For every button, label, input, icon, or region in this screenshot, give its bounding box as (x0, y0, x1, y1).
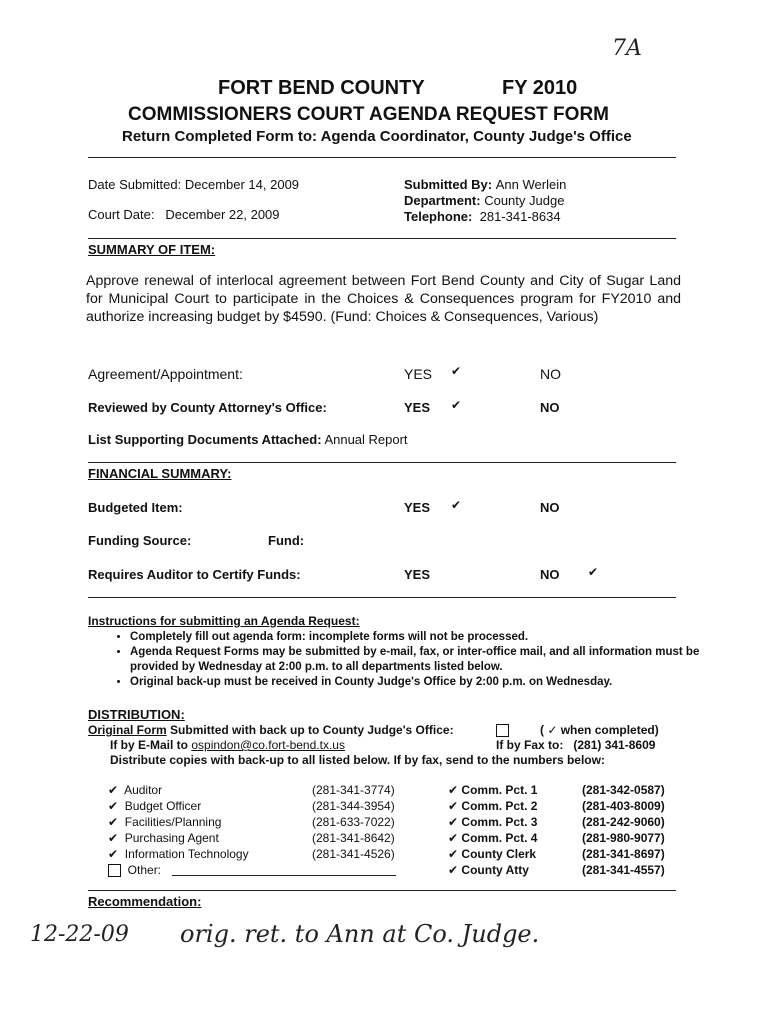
recipient-name: Comm. Pct. 4 (461, 831, 538, 845)
court-date-value: December 22, 2009 (165, 207, 280, 222)
when-completed-note: ( ✓ when completed) (540, 723, 659, 737)
list-item (448, 846, 537, 862)
recipient-phone: (281-341-8642) (312, 831, 395, 845)
auditor-label: Requires Auditor to Certify Funds: (88, 567, 301, 582)
list-item: • Agenda Request Forms may be submitted by e-mail, fax, or inter-office mail, and all information must be provided by Wednesday at 2:00 p.m. to all departments listed below. (130, 645, 750, 675)
department-label: Department: (404, 193, 481, 208)
county-title: FORT BEND COUNTY (218, 77, 425, 99)
recipient-name: Comm. Pct. 2 (461, 799, 538, 813)
recipient-phone: (281-344-3954) (312, 799, 395, 813)
divider (88, 462, 676, 463)
reviewed-no: NO (540, 400, 560, 415)
list-item (448, 830, 537, 846)
recipient-name: Budget Officer (124, 799, 202, 813)
check-icon: ✔ (448, 831, 459, 845)
budgeted-label: Budgeted Item: (88, 500, 183, 515)
list-item: • Original back-up must be received in County Judge's Office by 2:00 p.m. on Wednesday. (130, 675, 750, 690)
check-icon: ✔ (448, 815, 459, 829)
instructions-list (86, 630, 750, 690)
telephone-label: Telephone: (404, 209, 473, 224)
recipient-name: County Atty (461, 863, 529, 877)
financial-heading: FINANCIAL SUMMARY: (88, 466, 232, 481)
list-item (108, 782, 249, 798)
recipient-phone: (281-341-8697) (582, 847, 665, 861)
department (404, 193, 564, 208)
handwritten-item-number: 7A (612, 36, 642, 61)
check-icon: ✔ (108, 799, 119, 813)
original-form-line (88, 723, 454, 737)
telephone (404, 209, 561, 224)
recommendation-heading: Recommendation: (88, 894, 202, 909)
list-item (108, 798, 249, 814)
email-link[interactable]: ospindon@co.fort-bend.tx.us (191, 738, 345, 752)
check-icon: ✔ (451, 398, 462, 412)
fund-label: Fund: (268, 533, 305, 548)
department-value: County Judge (484, 193, 565, 208)
check-icon: ✔ (108, 831, 119, 845)
auditor-no: NO (540, 567, 560, 582)
submitted-by (404, 177, 566, 192)
list-item (108, 846, 249, 862)
fax-label: If by Fax to: (496, 738, 564, 752)
supporting-label: List Supporting Documents Attached: (88, 432, 322, 447)
supporting-value: Annual Report (324, 432, 408, 447)
distribution-right-list (448, 782, 537, 878)
distribute-note: Distribute copies with back-up to all listed below. If by fax, send to the numbers below: (110, 753, 605, 767)
recipient-name: County Clerk (461, 847, 537, 861)
list-item (448, 798, 537, 814)
distribution-left-phones (312, 782, 395, 862)
summary-heading: SUMMARY OF ITEM: (88, 242, 216, 257)
original-form-label: Original Form (88, 723, 167, 737)
submitted-by-label: Submitted By: (404, 177, 493, 192)
recipient-name: Auditor (124, 783, 163, 797)
instructions-heading: Instructions for submitting an Agenda Request: (88, 614, 360, 628)
divider (88, 597, 676, 598)
check-icon: ✔ (108, 815, 119, 829)
list-item (448, 814, 537, 830)
check-icon: ✔ (108, 847, 119, 861)
completed-checkbox[interactable] (496, 724, 509, 737)
divider (88, 157, 676, 158)
fax-line (496, 738, 655, 752)
handwritten-note: orig. ret. to Ann at Co. Judge. (180, 920, 540, 948)
check-icon: ✔ (451, 498, 462, 512)
recipient-phone: (281-980-9077) (582, 831, 665, 845)
check-icon: ✔ (448, 799, 459, 813)
fiscal-year: FY 2010 (502, 77, 578, 99)
distribution-right-phones (582, 782, 665, 878)
recipient-phone: (281-342-0587) (582, 783, 665, 797)
check-icon: ✔ (448, 863, 459, 877)
original-form-text: Submitted with back up to County Judge's Office: (170, 723, 454, 737)
auditor-yes: YES (404, 567, 431, 582)
date-submitted-label: Date Submitted: (88, 177, 182, 192)
check-icon: ✔ (448, 783, 459, 797)
recipient-phone: (281-341-4526) (312, 847, 395, 861)
other-input-line[interactable] (172, 875, 396, 876)
funding-source-label: Funding Source: (88, 533, 192, 548)
divider (88, 238, 676, 239)
budgeted-no: NO (540, 500, 560, 515)
supporting-docs (88, 432, 408, 447)
handwritten-date: 12-22-09 (30, 922, 129, 947)
budgeted-yes: YES (404, 500, 431, 515)
form-title: COMMISSIONERS COURT AGENDA REQUEST FORM (128, 104, 609, 125)
email-line (110, 738, 345, 752)
recipient-name: Facilities/Planning (124, 815, 222, 829)
recipient-phone: (281-242-9060) (582, 815, 665, 829)
distribution-left-list (108, 782, 249, 878)
date-submitted (88, 177, 299, 192)
list-item (108, 830, 249, 846)
other-label: Other: (127, 863, 162, 877)
list-item (448, 862, 537, 878)
recipient-phone: (281-341-3774) (312, 783, 395, 797)
agreement-label: Agreement/Appointment: (88, 366, 243, 382)
list-item (108, 814, 249, 830)
recipient-name: Comm. Pct. 3 (461, 815, 538, 829)
court-date (88, 207, 280, 222)
email-prefix: If by E-Mail to (110, 738, 188, 752)
court-date-label: Court Date: (88, 207, 155, 222)
recipient-name: Information Technology (124, 847, 249, 861)
check-icon: ✔ (448, 847, 459, 861)
reviewed-label: Reviewed by County Attorney's Office: (88, 400, 327, 415)
agreement-no: NO (540, 366, 561, 382)
agreement-yes: YES (404, 366, 433, 382)
recipient-phone: (281-341-4557) (582, 863, 665, 877)
recipient-phone: (281-633-7022) (312, 815, 395, 829)
check-icon: ✔ (451, 364, 462, 378)
recipient-name: Purchasing Agent (124, 831, 219, 845)
return-to: Return Completed Form to: Agenda Coordinator, County Judge's Office (122, 128, 632, 145)
other-checkbox[interactable] (108, 864, 121, 877)
submitted-by-value: Ann Werlein (495, 177, 567, 192)
divider (88, 890, 676, 891)
distribution-heading: DISTRIBUTION: (88, 707, 185, 722)
recipient-phone: (281-403-8009) (582, 799, 665, 813)
check-icon: ✔ (108, 783, 119, 797)
reviewed-yes: YES (404, 400, 431, 415)
list-item (448, 782, 537, 798)
list-item: • Completely fill out agenda form: incomplete forms will not be processed. (130, 630, 750, 645)
check-icon: ✔ (588, 565, 599, 579)
fax-number: (281) 341-8609 (573, 738, 656, 752)
telephone-value: 281-341-8634 (479, 209, 561, 224)
date-submitted-value: December 14, 2009 (184, 177, 300, 192)
summary-text: Approve renewal of interlocal agreement between Fort Bend County and City of Sugar Land for Municipal Court to participate in the Choices & Consequences program for FY2010 and authorize increasing budget by $4590. (Fund: Choices & Consequences, Various) (86, 273, 681, 325)
recipient-name: Comm. Pct. 1 (461, 783, 538, 797)
